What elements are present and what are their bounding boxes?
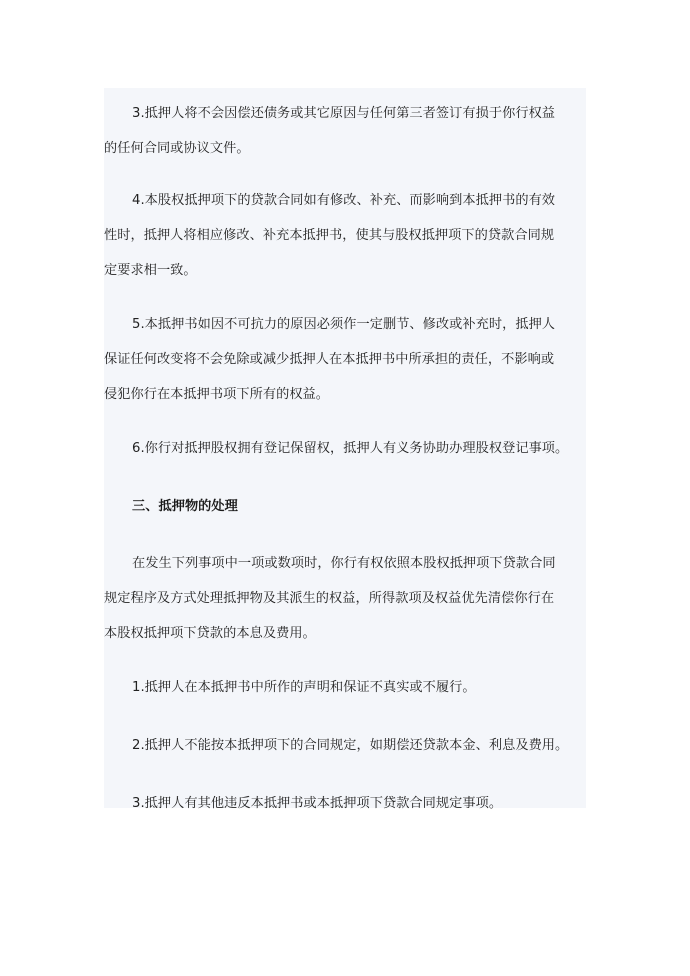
text-line: 4.本股权抵押项下的贷款合同如有修改、补充、而影响到本抵押书的有效 bbox=[132, 193, 556, 208]
text-line: 规定程序及方式处理抵押物及其派生的权益，所得款项及权益优先清偿你行在 bbox=[104, 591, 555, 606]
text-line: 定要求相一致。 bbox=[104, 263, 197, 278]
text-line: 2.抵押人不能按本抵押项下的合同规定，如期偿还贷款本金、利息及费用。 bbox=[132, 738, 569, 753]
section-intro-paragraph bbox=[104, 546, 586, 651]
heading-text: 三、抵押物的处理 bbox=[132, 499, 238, 514]
clause-6-paragraph bbox=[104, 431, 586, 466]
text-line: 3.抵押人有其他违反本抵押书或本抵押项下贷款合同规定事项。 bbox=[132, 796, 503, 811]
section-item bbox=[104, 728, 586, 763]
text-line: 1.抵押人在本抵押书中所作的声明和保证不真实或不履行。 bbox=[132, 680, 476, 695]
section-heading bbox=[104, 489, 586, 524]
text-line: 本股权抵押项下贷款的本息及费用。 bbox=[104, 626, 316, 641]
text-line: 3.抵押人将不会因偿还债务或其它原因与任何第三者签订有损于你行权益 bbox=[132, 106, 556, 121]
clause-4-paragraph bbox=[104, 183, 586, 288]
section-item bbox=[104, 670, 586, 705]
text-line: 5.本抵押书如因不可抗力的原因必须作一定删节、修改或补充时，抵押人 bbox=[132, 317, 556, 332]
section-item bbox=[104, 786, 586, 821]
clause-3-paragraph bbox=[104, 96, 586, 166]
text-line: 6.你行对抵押股权拥有登记保留权，抵押人有义务协助办理股权登记事项。 bbox=[132, 441, 569, 456]
text-line: 的任何合同或协议文件。 bbox=[104, 141, 250, 156]
clause-5-paragraph bbox=[104, 307, 586, 412]
text-line: 保证任何改变将不会免除或减少抵押人在本抵押书中所承担的责任，不影响或 bbox=[104, 352, 555, 367]
document-content-panel bbox=[104, 88, 586, 811]
text-line: 性时，抵押人将相应修改、补充本抵押书，使其与股权抵押项下的贷款合同规 bbox=[104, 228, 555, 243]
text-line: 在发生下列事项中一项或数项时，你行有权依照本股权抵押项下贷款合同 bbox=[132, 556, 556, 571]
text-line: 侵犯你行在本抵押书项下所有的权益。 bbox=[104, 387, 330, 402]
